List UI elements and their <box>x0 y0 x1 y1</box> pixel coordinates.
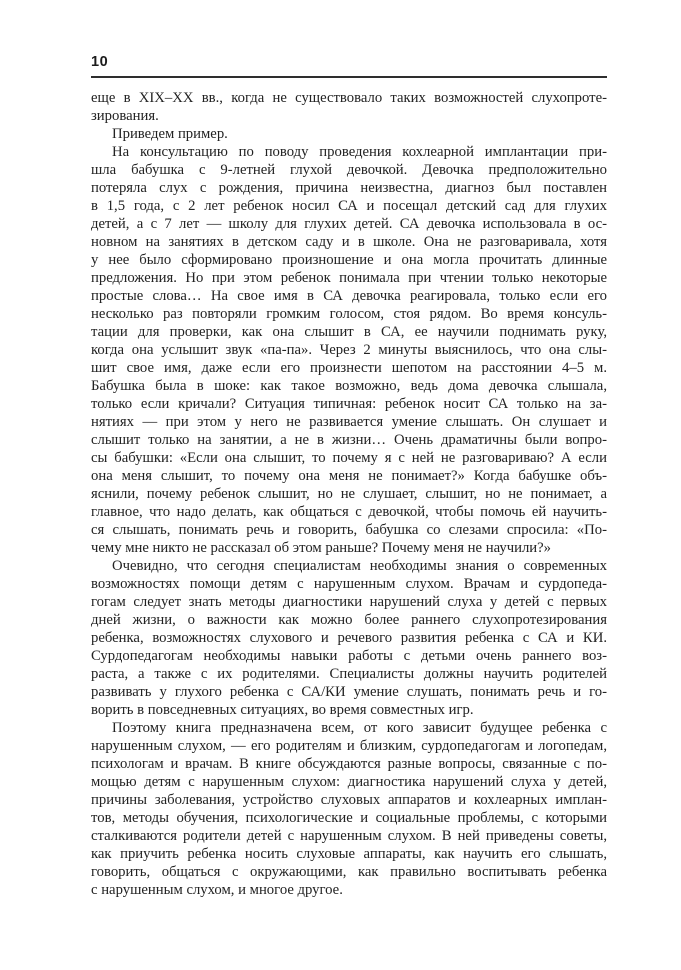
text-line: ребенка, возможностях слухового и речевого развития ребенка с СА и КИ. <box>91 630 607 646</box>
text-line: нарушенным слухом, — его родителям и близким, сурдопедагогам и логопедам, <box>91 738 607 754</box>
text-line: потеряла слух с рождения, причина неизвестна, диагноз был поставлен <box>91 180 607 196</box>
paragraph <box>91 557 607 719</box>
text-line: она меня слышит, то почему она меня не понимает?» Когда бабушке объ- <box>91 468 607 484</box>
header-rule <box>91 76 607 78</box>
paragraph <box>91 89 607 125</box>
paragraph <box>91 719 607 899</box>
text-line: тации для проверки, как она слышит в СА, ее научили поднимать руку, <box>91 324 607 340</box>
text-line: нятиях — при этом у него не развивается умение слышать. Он слушает и <box>91 414 607 430</box>
text-line: гогам следует знать методы диагностики нарушений слуха у детей с первых <box>91 594 607 610</box>
text-line: новном на занятиях в детском саду и в школе. Она не разговаривала, хотя <box>91 234 607 250</box>
text-line: только если кричали? Ситуация типичная: ребенок носит СА только на за- <box>91 396 607 412</box>
text-line: говорить, общаться с окружающими, как правильно воспитывать ребенка <box>91 864 607 880</box>
text-line: возможностях помощи детям с нарушенным слухом. Врачам и сурдопеда- <box>91 576 607 592</box>
text-line: предложения. Но при этом ребенок понимала при чтении только некоторые <box>91 270 607 286</box>
text-line: ворить в повседневных ситуациях, во время совместных игр. <box>91 702 474 718</box>
text-line: раста, а также с их родителями. Специалисты должны научить родителей <box>91 666 607 682</box>
text-line: детей, а с 7 лет — школу для глухих детей. СА девочка использовала в ос- <box>91 216 607 232</box>
text-line: яснили, почему ребенок слышит, но не слушает, слышит, но не понимает, а <box>91 486 607 502</box>
text-line: ся слышать, понимать речь и говорить, бабушка со слезами спросила: «По- <box>91 522 607 538</box>
text-line: тов, методы обучения, психологические и социальные проблемы, с которыми <box>91 810 607 826</box>
text-line: слышит только на занятии, а не в жизни… Очень драматичны были вопро- <box>91 432 607 448</box>
text-line: Приведем пример. <box>112 126 228 142</box>
text-line: с нарушенным слухом, и многое другое. <box>91 882 343 898</box>
text-line: в 1,5 года, с 2 лет ребенок носил СА и посещал детский сад для глухих <box>91 198 607 214</box>
text-line: мощью детям с нарушенным слухом: диагностика нарушений слуха у детей, <box>91 774 607 790</box>
text-line: как приучить ребенка носить слуховые аппараты, как научить его слышать, <box>91 846 607 862</box>
text-line: Очевидно, что сегодня специалистам необходимы знания о современных <box>112 558 607 574</box>
text-line: причины заболевания, устройство слуховых аппаратов и кохлеарных имплан- <box>91 792 607 808</box>
text-line: еще в XIX–XX вв., когда не существовало таких возможностей слухопроте- <box>91 90 607 106</box>
text-line: сы бабушки: «Если она слышит, то почему я с ней не разговариваю? А если <box>91 450 607 466</box>
text-line: шит свое имя, даже если его произнести шепотом на расстоянии 4–5 м. <box>91 360 607 376</box>
text-line: дней жизни, о важности как можно более раннего слухопротезирования <box>91 612 607 628</box>
text-line: чему мне никто не рассказал об этом раньше? Почему меня не научили?» <box>91 540 552 556</box>
text-line: у нее было сформировано произношение и она могла прочитать длинные <box>91 252 607 268</box>
text-line: сталкиваются родители детей с нарушенным слухом. В ней приведены советы, <box>91 828 607 844</box>
text-line: развивать у глухого ребенка с СА/КИ умение слушать, понимать речь и го- <box>91 684 607 700</box>
text-line: главное, что надо делать, как общаться с девочкой, чтобы помочь ей научить- <box>91 504 607 520</box>
text-line: шла бабушка с 9-летней глухой девочкой. Девочка предположительно <box>91 162 607 178</box>
text-line: На консультацию по поводу проведения кохлеарной имплантации при- <box>112 144 607 160</box>
page-body <box>91 89 607 899</box>
paragraph <box>91 125 607 143</box>
text-line: Бабушка была в шоке: как такое возможно, ведь дома девочка слышала, <box>91 378 607 394</box>
text-line: психологам и врачам. В книге обсуждаются разные вопросы, связанные с по- <box>91 756 607 772</box>
text-line: несколько раз повторяли громким голосом, стоя рядом. Во время консуль- <box>91 306 607 322</box>
text-line: Поэтому книга предназначена всем, от кого зависит будущее ребенка с <box>112 720 607 736</box>
page-header <box>91 54 607 78</box>
text-line: зирования. <box>91 108 159 124</box>
page-number: 10 <box>91 54 109 70</box>
paragraph <box>91 143 607 557</box>
text-line: когда она услышит звук «па-па». Через 2 минуты выяснилось, что она слы- <box>91 342 607 358</box>
text-line: Сурдопедагогам необходимы навыки работы с детьми очень раннего воз- <box>91 648 607 664</box>
text-line: простые слова… На свое имя в СА девочка реагировала, только если его <box>91 288 607 304</box>
